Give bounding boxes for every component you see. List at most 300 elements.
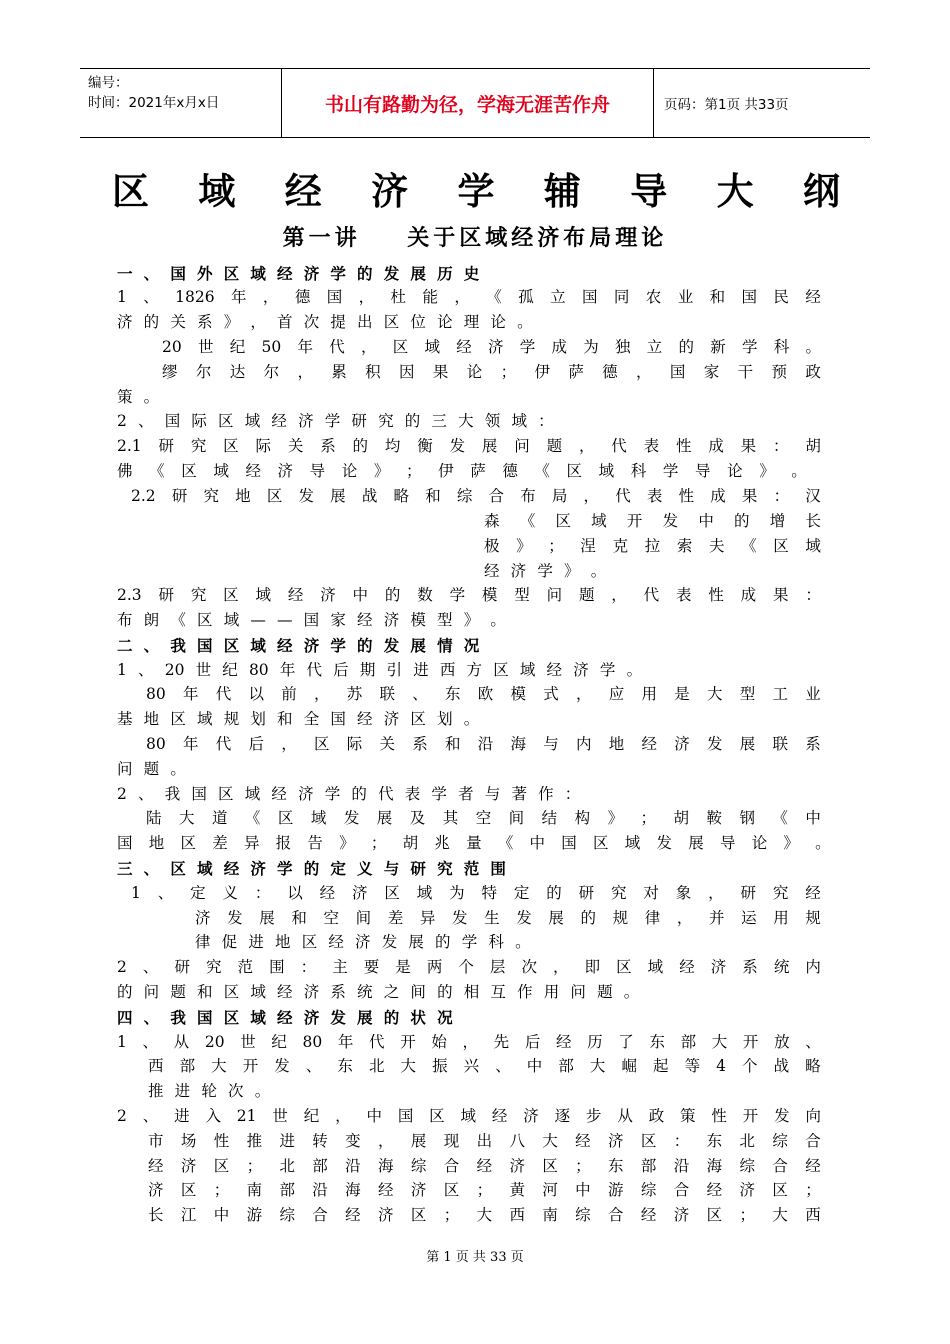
- text-token: 中: [352, 586, 369, 604]
- text-token: 部: [179, 1057, 196, 1075]
- text-token: 纪: [222, 661, 238, 679]
- text-token: 经: [679, 958, 695, 976]
- text-token: 、: [138, 661, 154, 679]
- text-token: 定: [513, 884, 530, 902]
- text-token: 区: [593, 834, 609, 852]
- text-token: 江: [180, 1206, 197, 1224]
- text-token: 研: [171, 487, 188, 505]
- text-token: 部: [558, 1057, 574, 1075]
- text-token: 区: [301, 933, 318, 951]
- text-token: 展: [688, 834, 704, 852]
- text-token: ：: [538, 412, 554, 430]
- text-token: 济: [355, 933, 371, 951]
- text-token: 放: [774, 1033, 790, 1051]
- text-token: 出: [476, 1132, 493, 1150]
- text-token: 展: [481, 437, 498, 455]
- text-token: 大: [400, 1057, 417, 1075]
- text-token: 济: [383, 710, 400, 728]
- text-token: 道: [211, 809, 228, 827]
- text-token: ，: [676, 909, 693, 927]
- text-token: ；: [370, 834, 387, 852]
- text-token: 区: [266, 487, 283, 505]
- text-token: 1: [117, 1033, 127, 1051]
- title-char: 区: [112, 170, 149, 213]
- text-token: 用: [543, 983, 560, 1001]
- text-token: 题: [597, 983, 613, 1001]
- text-token: 场: [180, 1132, 197, 1150]
- text-token: ，: [578, 437, 595, 455]
- text-token: 》: [463, 611, 480, 629]
- text-token: 进: [174, 1082, 191, 1100]
- body-line: [117, 1104, 821, 1129]
- text-token: 域: [424, 338, 440, 356]
- document-title: [112, 162, 840, 214]
- text-token: ，: [297, 363, 313, 381]
- text-token: 题: [143, 760, 160, 778]
- text-token: 义: [357, 859, 373, 878]
- text-token: 的: [678, 338, 694, 356]
- text-token: 北: [279, 1157, 295, 1175]
- text-token: 后: [333, 661, 349, 679]
- text-token: 发: [774, 1107, 790, 1125]
- text-token: 情: [437, 636, 453, 655]
- text-token: 、: [143, 288, 159, 306]
- text-token: 游: [608, 1181, 624, 1199]
- text-token: 结: [541, 809, 558, 827]
- text-token: 德: [602, 363, 618, 381]
- text-token: 东: [444, 685, 461, 703]
- text-token: 世: [272, 1107, 288, 1125]
- text-token: 要: [363, 958, 380, 976]
- text-token: 型: [514, 586, 530, 604]
- text-token: 定: [190, 884, 206, 902]
- text-token: 政: [648, 1107, 665, 1125]
- text-token: 问: [514, 437, 530, 455]
- text-token: 50: [261, 338, 282, 356]
- text-token: 战: [361, 487, 378, 505]
- text-token: 域: [255, 586, 272, 604]
- text-token: 》: [223, 313, 240, 331]
- text-token: 经: [575, 1132, 591, 1150]
- text-token: 系: [330, 983, 346, 1001]
- text-token: 济: [509, 1157, 525, 1175]
- text-token: 苏: [346, 685, 363, 703]
- text-token: 我: [170, 1008, 186, 1027]
- text-token: 西: [509, 1206, 525, 1224]
- text-token: 从: [173, 1033, 190, 1051]
- body-line: [117, 757, 217, 782]
- body-line: [117, 831, 831, 856]
- text-token: 从: [617, 1107, 633, 1125]
- text-token: 研: [174, 958, 190, 976]
- text-token: 、: [143, 636, 160, 655]
- text-token: 域: [250, 636, 266, 655]
- text-token: 中: [805, 809, 821, 827]
- text-token: ，: [583, 487, 600, 505]
- text-token: 。: [490, 611, 506, 629]
- text-token: 开: [742, 1107, 759, 1125]
- text-token: ，: [462, 1033, 479, 1051]
- text-token: ；: [739, 1206, 755, 1224]
- text-token: 经: [805, 1157, 821, 1175]
- text-token: 区: [542, 1157, 558, 1175]
- text-token: 代: [369, 1033, 385, 1051]
- text-token: 对: [643, 884, 659, 902]
- text-token: 发: [516, 909, 532, 927]
- text-token: 南: [246, 1181, 263, 1199]
- text-token: 为: [583, 338, 599, 356]
- text-token: 域: [250, 1008, 266, 1027]
- text-token: 济: [523, 1107, 539, 1125]
- text-token: ：: [805, 586, 821, 604]
- text-token: 布: [520, 487, 536, 505]
- text-token: 综: [575, 1206, 591, 1224]
- text-token: 次: [521, 958, 537, 976]
- text-token: 学: [431, 785, 447, 803]
- text-token: 域: [244, 412, 261, 430]
- text-token: 80: [302, 1033, 323, 1051]
- text-token: 与: [383, 859, 400, 878]
- text-token: 同: [613, 288, 630, 306]
- text-token: 经: [271, 785, 287, 803]
- text-token: 步: [585, 1107, 602, 1125]
- text-token: 萨: [568, 363, 584, 381]
- text-token: 即: [584, 958, 601, 976]
- page-footer: 第 1 页 共 33 页: [426, 1250, 524, 1265]
- text-token: 业: [805, 685, 821, 703]
- text-token: 领: [484, 412, 501, 430]
- text-token: 国: [197, 1008, 213, 1027]
- text-token: 题: [170, 983, 186, 1001]
- text-token: 开: [400, 1033, 416, 1051]
- text-token: 经: [277, 264, 293, 283]
- text-token: 引: [386, 661, 403, 679]
- text-token: 次: [228, 1082, 244, 1100]
- text-token: 区: [213, 1157, 230, 1175]
- text-token: 导: [719, 834, 736, 852]
- text-token: 空: [323, 909, 340, 927]
- text-token: 运: [741, 909, 757, 927]
- text-token: 市: [148, 1132, 164, 1150]
- text-token: 国: [117, 834, 133, 852]
- text-token: 。: [517, 313, 533, 331]
- text-token: 域: [460, 1107, 477, 1125]
- text-token: 海: [706, 1157, 723, 1175]
- text-token: 预: [771, 363, 787, 381]
- text-token: 略: [805, 1057, 821, 1075]
- text-token: 学: [537, 562, 553, 580]
- text-token: 关: [170, 313, 186, 331]
- text-token: 基: [117, 710, 133, 728]
- text-token: 是: [674, 685, 690, 703]
- text-token: 题: [578, 586, 595, 604]
- text-token: 的: [117, 983, 133, 1001]
- body-line: [195, 930, 615, 955]
- text-token: 论: [466, 363, 483, 381]
- text-token: 中: [529, 834, 546, 852]
- title-char: 纲: [803, 170, 840, 213]
- text-token: 济: [277, 462, 294, 480]
- text-token: 纪: [229, 338, 246, 356]
- text-token: 。: [254, 1082, 271, 1100]
- text-token: 进: [279, 1132, 295, 1150]
- text-token: 海: [378, 1157, 394, 1175]
- text-token: 究: [190, 586, 207, 604]
- text-token: 发: [330, 1008, 346, 1027]
- text-token: 。: [170, 760, 186, 778]
- text-token: 提: [330, 313, 346, 331]
- text-token: 济: [250, 859, 266, 878]
- text-token: 2.3: [117, 586, 142, 604]
- text-token: 展: [410, 636, 426, 655]
- text-token: 性: [711, 1107, 727, 1125]
- text-token: ，: [454, 288, 470, 306]
- body-line: [148, 1054, 821, 1079]
- text-token: 2: [117, 1107, 127, 1125]
- text-token: 长: [148, 1206, 164, 1224]
- text-token: 进: [174, 1107, 190, 1125]
- text-token: 济: [320, 586, 336, 604]
- text-token: 地: [608, 735, 625, 753]
- text-token: 经: [357, 710, 373, 728]
- text-token: 的: [580, 909, 597, 927]
- text-token: 《: [772, 809, 788, 827]
- text-token: 。: [805, 338, 821, 356]
- text-token: ，: [553, 958, 569, 976]
- text-token: ，: [378, 1132, 394, 1150]
- text-token: 区: [197, 611, 213, 629]
- text-token: 经: [805, 288, 821, 306]
- text-token: 域: [223, 611, 240, 629]
- text-token: 、: [412, 685, 428, 703]
- text-token: 区: [392, 338, 409, 356]
- text-token: 累: [331, 363, 347, 381]
- text-token: 我: [164, 785, 181, 803]
- text-token: 律: [644, 909, 661, 927]
- text-token: 的: [383, 1008, 400, 1027]
- text-token: 。: [463, 710, 480, 728]
- text-token: 振: [432, 1057, 448, 1075]
- body-line: [117, 583, 821, 608]
- text-token: 经: [456, 338, 472, 356]
- text-token: 2: [117, 785, 127, 803]
- text-token: 区: [429, 1107, 445, 1125]
- body-line: [117, 707, 617, 732]
- text-token: 究: [190, 437, 207, 455]
- text-token: 立: [646, 338, 663, 356]
- text-token: 地: [143, 710, 160, 728]
- text-token: 究: [206, 958, 222, 976]
- text-token: 联: [772, 735, 788, 753]
- text-token: 胡: [805, 437, 821, 455]
- body-line: [117, 608, 637, 633]
- text-token: 性: [678, 487, 695, 505]
- text-token: 区: [223, 636, 240, 655]
- text-token: 学: [324, 785, 341, 803]
- text-token: 展: [410, 1132, 427, 1150]
- text-token: 国: [303, 611, 320, 629]
- text-token: 进: [248, 933, 264, 951]
- text-token: 经: [245, 462, 261, 480]
- text-token: 的: [352, 437, 369, 455]
- text-token: 济: [298, 785, 314, 803]
- text-token: 增: [769, 512, 786, 530]
- body-line: [117, 285, 821, 310]
- text-token: ：: [564, 785, 581, 803]
- text-token: 开: [242, 1057, 259, 1075]
- text-token: 杜: [390, 288, 407, 306]
- text-token: 北: [368, 1057, 385, 1075]
- text-token: 年: [182, 735, 199, 753]
- text-token: 转: [312, 1132, 328, 1150]
- text-token: ，: [636, 363, 652, 381]
- text-token: 新: [710, 338, 726, 356]
- title-char: 学: [457, 170, 495, 213]
- text-token: 农: [645, 288, 662, 306]
- text-token: 导: [694, 462, 711, 480]
- text-token: 域: [647, 958, 664, 976]
- text-token: 。: [626, 661, 643, 679]
- text-token: 起: [653, 1057, 669, 1075]
- text-token: 区: [772, 1181, 788, 1199]
- text-token: 区: [640, 1132, 657, 1150]
- text-token: 区: [180, 1181, 197, 1199]
- text-token: 发: [227, 909, 243, 927]
- text-token: 划: [250, 710, 266, 728]
- text-token: 2.2: [131, 487, 156, 505]
- text-token: 济: [117, 313, 133, 331]
- text-token: 80: [248, 661, 269, 679]
- text-token: 为: [449, 884, 465, 902]
- text-token: 综: [410, 1157, 427, 1175]
- text-token: 部: [640, 1157, 657, 1175]
- text-token: 成: [710, 487, 726, 505]
- text-token: 《: [244, 809, 261, 827]
- text-token: 济: [303, 983, 320, 1001]
- text-token: 用: [773, 909, 789, 927]
- text-token: 、: [143, 264, 160, 283]
- text-token: 策: [680, 1107, 696, 1125]
- text-token: 济: [674, 735, 690, 753]
- text-token: 世: [240, 1033, 256, 1051]
- text-token: 济: [351, 884, 368, 902]
- text-token: 合: [805, 1132, 821, 1150]
- text-token: 《: [149, 462, 165, 480]
- text-token: 的: [546, 884, 562, 902]
- text-token: 推: [148, 1082, 164, 1100]
- text-token: 果: [741, 487, 758, 505]
- body-line: [131, 484, 821, 509]
- text-token: 发: [383, 636, 400, 655]
- text-token: 展: [548, 909, 564, 927]
- text-token: 展: [376, 809, 393, 827]
- text-token: 家: [330, 611, 346, 629]
- title-char: 辅: [543, 170, 581, 213]
- text-token: 先: [493, 1033, 510, 1051]
- text-token: 究: [437, 859, 453, 878]
- text-token: 80: [146, 735, 166, 753]
- text-token: 、: [143, 859, 160, 878]
- text-token: 报: [275, 834, 292, 852]
- body-line: [131, 881, 821, 906]
- body-line: [146, 682, 821, 707]
- text-token: 现: [443, 1132, 460, 1150]
- text-token: 研: [578, 884, 595, 902]
- body-line: [117, 980, 737, 1005]
- text-token: 域: [591, 512, 607, 530]
- text-token: 兴: [463, 1057, 480, 1075]
- text-token: 大: [706, 685, 723, 703]
- text-token: 合: [312, 1206, 328, 1224]
- text-token: 前: [281, 685, 297, 703]
- text-token: 大: [178, 809, 195, 827]
- text-token: ；: [548, 537, 564, 555]
- text-token: 1: [117, 288, 127, 306]
- text-token: 大: [711, 1033, 728, 1051]
- text-token: 西: [805, 1206, 821, 1224]
- text-token: 年: [182, 685, 199, 703]
- text-token: 国: [197, 636, 213, 655]
- text-token: 两: [426, 958, 443, 976]
- text-token: 展: [357, 1008, 373, 1027]
- text-token: 经: [328, 933, 344, 951]
- text-token: 经: [277, 1008, 293, 1027]
- text-token: 经: [271, 412, 287, 430]
- text-token: 经: [223, 859, 240, 878]
- text-token: 研: [410, 859, 426, 878]
- text-token: 后: [248, 735, 264, 753]
- text-token: 次: [303, 313, 320, 331]
- text-token: 个: [458, 958, 474, 976]
- text-token: 际: [255, 437, 272, 455]
- page-header: [80, 68, 870, 138]
- text-token: 系: [197, 313, 213, 331]
- text-token: 地: [275, 933, 291, 951]
- text-token: 发: [706, 735, 723, 753]
- text-token: 一: [117, 264, 133, 283]
- text-token: 涅: [580, 537, 596, 555]
- text-token: 东: [706, 1132, 723, 1150]
- text-token: 的: [384, 586, 401, 604]
- text-token: 定: [330, 859, 346, 878]
- header-page-info: 页码：第1页 共33页: [664, 97, 789, 113]
- text-token: 2: [117, 412, 127, 430]
- text-token: 表: [675, 586, 692, 604]
- text-token: 的: [357, 264, 373, 283]
- text-token: 学: [461, 933, 478, 951]
- text-token: 式: [543, 685, 559, 703]
- text-token: 综: [739, 1157, 755, 1175]
- text-token: 德: [294, 288, 311, 306]
- text-token: 、: [143, 1008, 160, 1027]
- text-token: 研: [351, 412, 367, 430]
- text-token: 国: [326, 288, 343, 306]
- text-token: 型: [739, 685, 756, 703]
- text-token: 展: [408, 933, 424, 951]
- text-token: 发: [452, 909, 468, 927]
- text-token: 果: [773, 586, 789, 604]
- text-token: 历: [437, 264, 453, 283]
- text-token: 发: [662, 512, 679, 530]
- text-token: 与: [543, 735, 559, 753]
- text-token: 发: [383, 264, 400, 283]
- text-token: 森: [484, 512, 500, 530]
- text-token: 部: [680, 1033, 697, 1051]
- text-token: 量: [466, 834, 482, 852]
- text-token: ，: [250, 313, 266, 331]
- text-token: 鞍: [706, 809, 722, 827]
- text-token: 科: [630, 462, 647, 480]
